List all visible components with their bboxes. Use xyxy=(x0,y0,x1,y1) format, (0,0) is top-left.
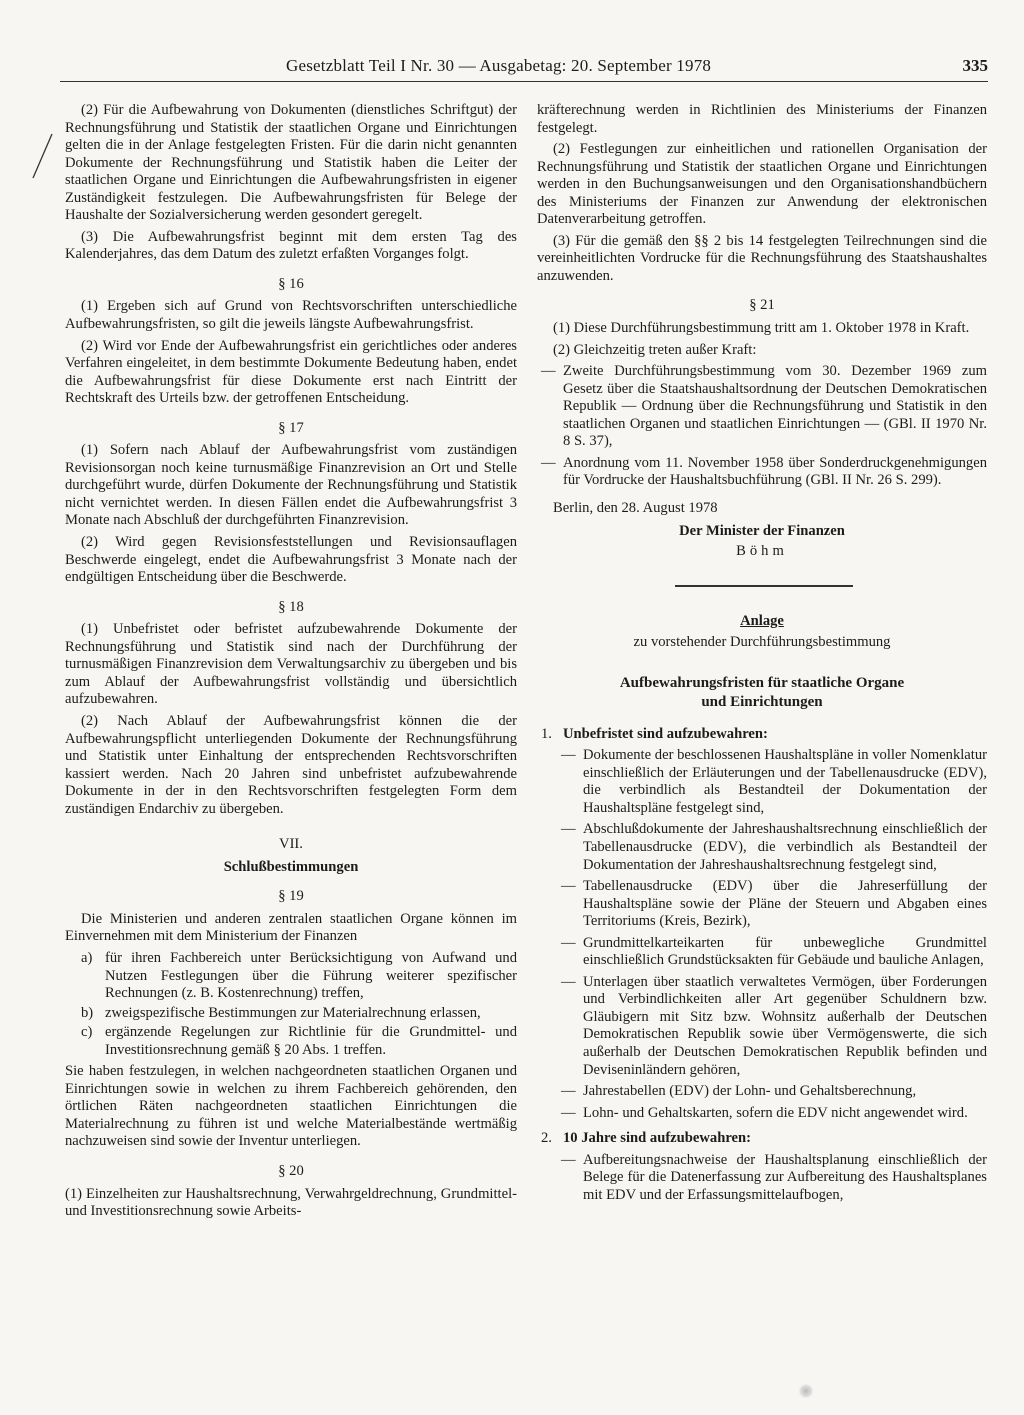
list-item-text: Dokumente der beschlossenen Haushaltspläne in voller Nomenklatur einschließlich der Erläuterungen und der Tabellenausdrucke (EDV), die verbindlich als Bestandteil der Dokumentation der Haushaltspläne festgelegt sind, xyxy=(583,747,987,816)
retention-title xyxy=(537,674,987,712)
section-heading: § 21 xyxy=(749,297,775,314)
paragraph: (2) Wird gegen Revisionsfeststellungen und Revisionsauflagen Beschwerde eingelegt, endet die Aufbewahrungsfrist 3 Monate nach der endgültigen Entscheidung über die Beschwerde. xyxy=(65,534,517,586)
paragraph: (1) Ergeben sich auf Grund von Rechtsvorschriften unterschiedliche Aufbewahrungsfristen, so gilt die jeweils längste Aufbewahrungsfrist. xyxy=(65,298,517,333)
group-number: 1. xyxy=(541,725,552,742)
list-marker: — xyxy=(561,1151,576,1168)
list-marker: a) xyxy=(81,949,93,966)
list-marker: — xyxy=(561,747,576,764)
list-item xyxy=(537,455,987,490)
list-item-text: für ihren Fachbereich unter Berücksichtigung von Aufwand und Nutzen Festlegungen über die Führung weiterer spezifischer Rechnungen (z. B. Kostenrechnung) treffen, xyxy=(105,949,517,1002)
list-marker: — xyxy=(561,973,576,990)
section-heading: § 18 xyxy=(278,598,304,615)
list-marker: — xyxy=(541,454,556,471)
left-column xyxy=(65,102,517,1225)
group1-list xyxy=(537,747,987,1122)
list-item-text: Tabellenausdrucke (EDV) über die Jahreserfüllung der Haushaltspläne sowie der Pläne der Steuern und Abgaben eines Territoriums (Kreis, Bezirk), xyxy=(583,878,987,930)
repealed-list xyxy=(537,363,987,490)
list-marker: — xyxy=(561,1083,576,1100)
anlage-title: Anlage xyxy=(740,612,784,629)
list-marker: — xyxy=(541,363,556,380)
divider xyxy=(675,585,853,587)
header-title: Gesetzblatt Teil I Nr. 30 — Ausgabetag: 20. September 1978 xyxy=(286,56,712,75)
signature-role: Der Minister der Finanzen xyxy=(679,523,845,540)
list-item-text: Grundmittelkarteikarten für unbewegliche Grundmittel einschließlich Grundstücksakten für Gebäude und bauliche Anlagen, xyxy=(583,934,987,969)
list-item xyxy=(537,878,987,931)
list-item xyxy=(537,1152,987,1205)
list-item-text: Lohn- und Gehaltskarten, sofern die EDV nicht angewendet wird. xyxy=(583,1104,968,1121)
part-number: VII. xyxy=(279,836,303,853)
signature-name: Böhm xyxy=(736,543,788,560)
group-title: Unbefristet sind aufzubewahren: xyxy=(563,725,768,742)
part-title: Schlußbestimmungen xyxy=(223,858,359,875)
list-item-text: Jahrestabellen (EDV) der Lohn- und Gehaltsberechnung, xyxy=(583,1083,917,1100)
group2-list xyxy=(537,1152,987,1205)
list-item xyxy=(537,935,987,970)
place-date: Berlin, den 28. August 1978 xyxy=(553,499,718,516)
list-item xyxy=(537,1083,987,1101)
list-marker: — xyxy=(561,934,576,951)
list-marker: — xyxy=(561,821,576,838)
paragraph: (2) Gleichzeitig treten außer Kraft: xyxy=(553,341,757,358)
section-heading: § 17 xyxy=(278,419,304,436)
paper-stain xyxy=(798,1384,814,1398)
list-marker: c) xyxy=(81,1024,93,1041)
page-header xyxy=(0,56,1024,86)
page-number: 335 xyxy=(962,56,988,75)
paragraph: Die Ministerien und anderen zentralen staatlichen Organe können im Einvernehmen mit dem Ministerium der Finanzen xyxy=(65,910,517,945)
right-column xyxy=(537,102,987,1210)
section-heading: § 20 xyxy=(278,1162,304,1179)
list-marker: b) xyxy=(81,1004,94,1021)
group-heading xyxy=(537,1130,987,1148)
header-rule xyxy=(60,81,988,82)
paragraph: (1) Unbefristet oder befristet aufzubewahrende Dokumente der Rechnungsführung und Statistik sind nach der Durchführung der turnusmäßigen Finanzrevision dem Verwaltungsarchiv zu übergeben und bis zum Ablauf der Aufbewahrungsfrist vollständig und übersichtlich aufzubewahren. xyxy=(65,621,517,708)
paragraph: (1) Einzelheiten zur Haushaltsrechnung, Verwahrgeldrechnung, Grundmittel- und Investitionsrechnung sowie Arbeits- xyxy=(65,1185,517,1220)
paragraph: (2) Für die Aufbewahrung von Dokumenten (dienstliches Schriftgut) der Rechnungsführung und Statistik der staatlichen Organe und Einrichtungen gelten die in der Anlage festgelegten Fristen. Für die darin nicht genannten Dokumente der Rechnungsführung und Statistik haben die Leiter der staatlichen Organe und Einrichtungen die Aufbewahrungsfristen in eigener Zuständigkeit festzulegen. Die Aufbewahrungsfristen für Belege der Haushalte der Sozialversicherung werden gesondert geregelt. xyxy=(65,102,517,224)
list-marker: — xyxy=(561,878,576,895)
paragraph: (1) Sofern nach Ablauf der Aufbewahrungsfrist vom zuständigen Revisionsorgan noch keine turnusmäßige Finanzrevision an Ort und Stelle durchgeführt wurde, dürfen Dokumente der Rechnungsführung und Statistik nicht vernichtet werden. In diesen Fällen endet die Aufbewahrungsfrist 3 Monate nach Abschluß der durchgeführten Finanzrevision. xyxy=(65,442,517,529)
paragraph: (2) Festlegungen zur einheitlichen und rationellen Organisation der Rechnungsführung und Statistik der staatlichen Organe und Einrichtungen werden in den Buchungsanweisungen und den Organisationshandbüchern des Ministeriums der Finanzen zur Anwendung der elektronischen Datenverarbeitung getroffen. xyxy=(537,141,987,228)
paragraph: (1) Diese Durchführungsbestimmung tritt am 1. Oktober 1978 in Kraft. xyxy=(553,320,970,337)
list-item-text: ergänzende Regelungen zur Richtlinie für die Grundmittel- und Investitionsrechnung gemäß § 20 Abs. 1 treffen. xyxy=(105,1024,517,1058)
list-item-text: Anordnung vom 11. November 1958 über Sonderdruckgenehmigungen für Vordrucke der Haushaltsbuchführung (GBl. II Nr. 26 S. 299). xyxy=(563,454,987,489)
list-marker: — xyxy=(561,1104,576,1121)
paragraph: (3) Die Aufbewahrungsfrist beginnt mit dem ersten Tag des Kalenderjahres, das dem Datum des zuletzt erfaßten Vorganges folgt. xyxy=(65,228,517,263)
s19-list xyxy=(65,950,517,1059)
retention-title-line: und Einrichtungen xyxy=(701,693,823,710)
list-item xyxy=(537,747,987,817)
group-title: 10 Jahre sind aufzubewahren: xyxy=(563,1130,751,1147)
list-item xyxy=(537,363,987,451)
group-number: 2. xyxy=(541,1130,552,1147)
retention-title-line: Aufbewahrungsfristen für staatliche Organe xyxy=(619,674,905,691)
list-item-text: zweigspezifische Bestimmungen zur Materialrechnung erlassen, xyxy=(105,1004,481,1021)
list-item xyxy=(537,821,987,874)
group-heading xyxy=(537,726,987,744)
list-item xyxy=(65,1024,517,1059)
paragraph: (2) Wird vor Ende der Aufbewahrungsfrist ein gerichtliches oder anderes Verfahren eingeleitet, in dem bestimmte Dokumente Bedeutung haben, endet die Aufbewahrungsfrist für diese Dokumente erst nach Eintritt der Rechtskraft des Urteils bzw. der getroffenen Entscheidung. xyxy=(65,337,517,407)
paragraph: (3) Für die gemäß den §§ 2 bis 14 festgelegten Teilrechnungen sind die vereinheitlichten Vordrucke für die Rechnungsführung des Staatshaushaltes anzuwenden. xyxy=(537,232,987,284)
list-item xyxy=(537,1105,987,1123)
list-item-text: Abschlußdokumente der Jahreshaushaltsrechnung einschließlich der Tabellenausdrucke (EDV), die verbindlich als Bestandteil der Dokumentation der Jahreshaushaltsrechnung festgelegt sind, xyxy=(583,821,987,873)
list-item xyxy=(537,974,987,1079)
list-item-text: Zweite Durchführungsbestimmung vom 30. Dezember 1969 zum Gesetz über die Staatshaushaltsordnung der Deutschen Demokratischen Republik — Ordnung über die Rechnungsführung und Statistik in den staatlichen Organen und staatlichen Einrichtungen — (GBl. II 1970 Nr. 8 S. 37), xyxy=(563,363,987,450)
anlage-subtitle: zu vorstehender Durchführungsbestimmung xyxy=(633,634,891,651)
list-item-text: Aufbereitungsnachweise der Haushaltsplanung einschließlich der Belege für die Datenerfassung zur Aufbereitung des Haushaltsplanes mit EDV und der Erfassungsmittelaufbogen, xyxy=(583,1151,987,1203)
margin-pen-mark xyxy=(30,132,56,180)
list-item-text: Unterlagen über staatlich verwaltetes Vermögen, über Forderungen und Verbindlichkeiten aller Art gegenüber Schuldnern bzw. Gläubigern mit Sitz bzw. Wohnsitz außerhalb der Deutschen Demokratischen Republik sowie über Vermögenswerte, die sich außerhalb der Deutschen Demokratischen Republik befinden und Deviseninländern gehören, xyxy=(583,973,987,1078)
list-item xyxy=(65,1005,517,1023)
paragraph: kräfterechnung werden in Richtlinien des Ministeriums der Finanzen festgelegt. xyxy=(537,102,987,136)
paragraph: Sie haben festzulegen, in welchen nachgeordneten staatlichen Organen und Einrichtungen sowie in welchen zu ihrem Fachbereich gehörenden, den örtlichen Räten nachgeordneten staatlichen Einrichtungen die Materialrechnung zu führen ist und welche Materialbestände wertmäßig nachzuweisen sind sowie der Inventur unterliegen. xyxy=(65,1063,517,1150)
list-item xyxy=(65,950,517,1003)
section-heading: § 19 xyxy=(278,888,304,905)
paragraph: (2) Nach Ablauf der Aufbewahrungsfrist können die der Aufbewahrungspflicht unterliegenden Dokumente der Rechnungsführung und Statistik unter Einhaltung der entsprechenden Rechtsvorschriften kassiert werden. Nach 20 Jahren sind unbefristet aufzubewahrende Dokumente in der in den Rechtsvorschriften festgelegten Form dem zuständigen Endarchiv zu übergeben. xyxy=(65,712,517,817)
section-heading: § 16 xyxy=(278,275,304,292)
